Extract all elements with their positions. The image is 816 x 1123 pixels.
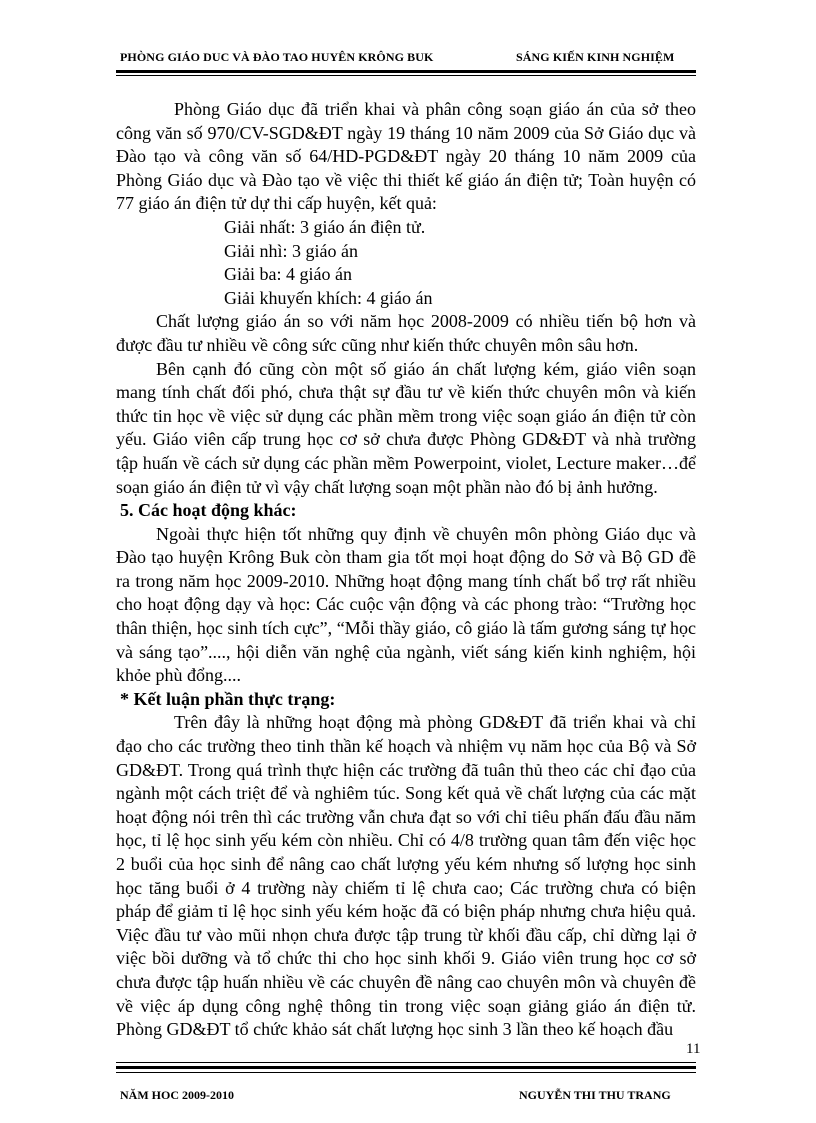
footer-rule-thick <box>116 1066 696 1069</box>
award-3: Giải ba: 4 giáo án <box>224 264 352 285</box>
footer-rule-thin-2 <box>116 1072 696 1073</box>
footer-rule-thin-1 <box>116 1062 696 1063</box>
award-2: Giải nhì: 3 giáo án <box>224 240 358 261</box>
award-1: Giải nhất: 3 giáo án điện tử. <box>224 216 426 237</box>
footer-right: NGUYỄN THI THU TRANG <box>519 1088 671 1102</box>
paragraph-1: Phòng Giáo dục đã triển khai và phân công soạn giáo án của sở theo công văn số 970/CV-SGD&ĐT ngày 19 tháng 10 năm 2009 của Sở Giáo dục và Đào tạo và công văn số 64/HD-PGD&ĐT ngày 20 tháng 10 năm 2009 của Phòng Giáo dục và Đào tạo về việc thi thiết kế giáo án điện tử; Toàn huyện có 77 giáo án điện tử dự thi cấp huyện, kết quả: <box>116 99 696 214</box>
header-right: SÁNG KIẾN KINH NGHIỆM <box>516 50 675 64</box>
award-4: Giải khuyến khích: 4 giáo án <box>224 287 433 308</box>
paragraph-3: Bên cạnh đó cũng còn một số giáo án chất lượng kém, giáo viên soạn mang tính chất đối phó, chưa thật sự đầu tư về kiến thức chuyên môn và kiến thức tin học về việc sử dụng các phần mềm trong việc soạn giáo án điện tử còn yếu. Giáo viên cấp trung học cơ sở chưa được Phòng GD&ĐT và nhà trường tập huấn về cách sử dụng các phần mềm Powerpoint, violet, Lecture maker…để soạn giáo án điện tử vì vậy chất lượng soạn một phần nào đó bị ảnh hưởng. <box>116 358 696 497</box>
document-body <box>116 98 696 1042</box>
header-rule-thick <box>116 70 696 73</box>
page-number: 11 <box>686 1041 701 1057</box>
conclusion-heading: * Kết luận phần thực trạng: <box>120 688 336 709</box>
section-heading-5: 5. Các hoạt động khác: <box>120 500 297 521</box>
paragraph-2: Chất lượng giáo án so với năm học 2008-2009 có nhiều tiến bộ hơn và được đầu tư nhiều về công sức cũng như kiến thức chuyên môn sâu hơn. <box>116 311 696 355</box>
paragraph-5: Trên đây là những hoạt động mà phòng GD&ĐT đã triển khai và chỉ đạo cho các trường theo tinh thần kế hoạch và nhiệm vụ năm học của Bộ và Sở GD&ĐT. Trong quá trình thực hiện các trường đã tuân thủ theo các chỉ đạo của ngành một cách triệt để và nghiêm túc. Song kết quả về chất lượng của các mặt hoạt động nói trên thì các trường vẫn chưa đạt so với chỉ tiêu phấn đấu đầu năm học, tỉ lệ học sinh yếu kém còn nhiều. Chỉ có 4/8 trường quan tâm đến việc học 2 buổi của học sinh để nâng cao chất lượng yếu kém nhưng số lượng học sinh học tăng buổi ở 4 trường này chiếm tỉ lệ chưa cao; Các trường chưa có biện pháp để giảm tỉ lệ học sinh yếu kém hoặc đã có biện pháp nhưng chưa hiệu quả. Việc đầu tư vào mũi nhọn chưa được tập trung từ khối đầu cấp, chỉ dừng lại ở việc bồi dưỡng và tổ chức thi cho học sinh khối 9. Giáo viên trung học cơ sở chưa được tập huấn nhiều về các chuyên đề nâng cao chuyên môn và chuyên đề về việc áp dụng công nghệ thông tin trong việc soạn giảng giáo án điện tử. Phòng GD&ĐT tổ chức khảo sát chất lượng học sinh 3 lần theo kế hoạch đầu <box>116 712 696 1040</box>
header-left: PHÒNG GIÁO DUC VÀ ĐÀO TAO HUYÊN KRÔNG BUK <box>120 50 434 64</box>
footer-left: NĂM HOC 2009-2010 <box>120 1088 234 1102</box>
header-rule-thin <box>116 75 696 76</box>
paragraph-4: Ngoài thực hiện tốt những quy định về chuyên môn phòng Giáo dục và Đào tạo huyện Krông Buk còn tham gia tốt mọi hoạt động do Sở và Bộ GD đề ra trong năm học 2009-2010. Những hoạt động mang tính chất bổ trợ rất nhiều cho hoạt động dạy và học: Các cuộc vận động và các phong trào: “Trường học thân thiện, học sinh tích cực”, “Mỗi thầy giáo, cô giáo là tấm gương sáng tự học và sáng tạo”...., hội diễn văn nghệ của ngành, viết sáng kiến kinh nghiệm, hội khỏe phù đổng.... <box>116 523 696 686</box>
